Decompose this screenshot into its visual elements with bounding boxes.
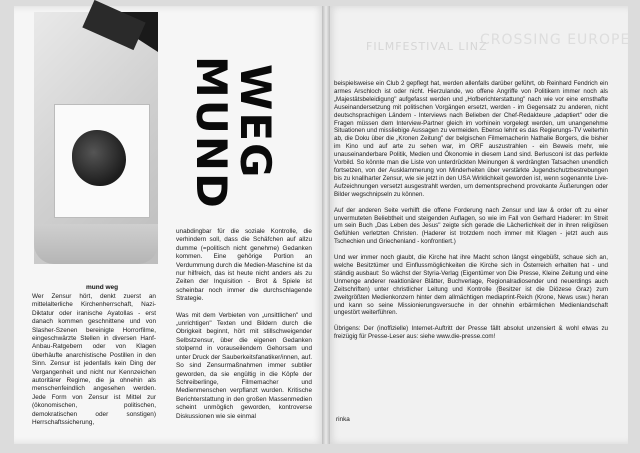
photo-bottom [34, 224, 158, 264]
page-gutter [322, 6, 330, 444]
article-column-1 [32, 293, 156, 436]
article-paragraph: Wer Zensur hört, denkt zuerst an mittelalterliche Kirchenherrschaft, Nazi-Diktatur oder iranische Ayatollas - erst danach kommen geschnittene und von Slasher-Szenen bereinigte Horrorfilme, eingeschwärzte Stellen in diversen Hanf-Anbau-Ratgebern oder von Klagen überhäufte anarchistische Postillen in den Sinn. Zensur ist jedenfalls kein Ding der Vergangenheit und nicht nur Kennzeichen autoritärer Regime, die ja ohnehin als menschenfeindlich angesehen werden. Jede Form von Zensur ist Mittel zur (ökonomischen, politischen, demokratischen oder sonstigen) Herrschaftssicherung, [32, 293, 156, 427]
ink-blot [72, 130, 126, 186]
faint-show-through-subtitle: FILMFESTIVAL LINZ [366, 40, 488, 53]
headline-word-mund: MUND [187, 56, 236, 210]
article-paragraph: unabdingbar für die soziale Kontrolle, die verhindern soll, dass die Schäfchen auf allzu dumme (=politisch nicht genehme) Gedanken kommen. Eine gehörige Portion an Verdummung durch die Medien-Maschine ist da nur hilfreich, das ist heute nicht anders als zu Zeiten der Inquisition - Brot & Spiele ist scheinbar noch immer die durchschlagende Strategie. [176, 228, 312, 303]
faint-show-through-title: CROSSING EUROPE [480, 32, 631, 48]
article-paragraph: Was mit dem Verbieten von „unsittlichen" und „unrichtigen" Texten und Bildern durch die Obrigkeit beginnt, hört mit stillschweigender Selbstzensur, über die eigenen Gedanken stolpernd in vorauseilendem Gehorsam und unter Druck der Sauberkeitsfanatiker/innen, auf. So sind Zensurmaßnahmen immer subtiler geworden, da sie engültig in die Köpfe der Schreiberlinge, Filmemacher und Medienmenschen verpflanzt wurden. Kritische Berichterstattung in den großen Massenmedien scheint unmöglich geworden, kontroverse Diskussionen wie sie einmal [176, 311, 312, 420]
article-paragraph: Auf der anderen Seite verhilft die offene Forderung nach Zensur und law & order oft zu einer unvermuteten Beliebtheit und steigenden Auflagen, so wie im Fall von Gerhard Haderer: Im Streit um sein Buch „Das Leben des Jesus" zeigte sich gerade die Lächerlichkeit der in ihren religiösen Gefühlen verletzten Christen. (Haderer ist trotzdem noch immer mit Klagen - jetzt auch aus Tschechien und Griechenland - konfrontiert.) [334, 206, 608, 246]
taped-note-photo [34, 12, 158, 264]
article-column-3 [334, 80, 608, 349]
headline [188, 56, 284, 210]
article-paragraph: Übrigens: Der (inoffizielle) Internet-Auftritt der Presse fällt absolut unzensiert & wohl etwas zu freizügig für Presse-Leser aus: siehe www.die-presse.com! [334, 325, 608, 341]
article-column-2 [176, 228, 312, 429]
article-paragraph: Und wer immer noch glaubt, die Kirche hat ihre Macht schon längst eingebüßt, schaue sich an, welche Besitztümer und Einflussmöglichkeiten die Kirche sich in Österreich erhalten hat - und ständig ausbaut: So wächst der Styria-Verlag (Eigentümer von Die Presse, Kleine Zeitung und eine Unmenge anderer reaktionärer Blätter, Buchverlage, Regionalradiosender und neuerdings auch Zeitschriften) unter christlicher Leitung und Kontrolle (Besitzer ist die Diözese Graz) zum zweitgrößten Medienkonzern hinter dem allmächtigen mediaprint-Reich (Krone, News usw.) heran und kann so seine Missionierungsversuche in der ohnehin erbärmlichen Medienlandschaft ungestört weiterführen. [334, 254, 608, 317]
photo-caption: mund weg [86, 284, 119, 291]
author-signature: rinka [336, 416, 350, 423]
headline-word-weg: WEG [231, 64, 280, 180]
article-paragraph: beispielsweise ein Club 2 gepflegt hat, werden allenfalls darüber geführt, ob Reinhard Fendrich ein armes Arschloch ist oder nicht. Hierzulande, wo offene Angriffe von Politikern immer noch als „Majestätsbeleidigung" aufgefasst werden und „Hofberichterstattung" nach wie vor eine ernsthafte Auseinandersetzung mit politischen Vorgängen ersetzt, werden - im Gegensatz zu anderen, nicht deutschsprachigen Ländern - Interviews nach Belieben der Chef-Redakteure „adaptiert" oder die Fragen müssen dem Interview-Partner gleich im vorhinein vorgelegt werden, um unangenehme Situationen und missliebige Aussagen zu vermeiden. Ebenso lehnt es das Regierungs-TV weiterhin ab, die Doku über die „Kronen Zeitung" der belgischen Filmemacherin Nathalie Borgers, die bisher im Kino und auf arte zu sehen war, im ORF auszustrahlen - ein Beweis mehr, wie unauseinanderbare Politik, Medien und Ökonomie in diesem Land sind. Berlusconi ist das perfekte Vorbild. So könnte man die Liste von unterdrückten Meinungen & verdrängten Tatsachen unendlich fortsetzen, von der Ausklammerung von Minderheiten über verstärkte Jugendschutzbestrebungen bis zu knallharter Zensur, wie sie jetzt in den USA Wirklichkeit geworden ist, wenn sogenannte Live-Aufzeichnungen versetzt ausgestrahlt werden, um dementsprechend provokante Äußerungen oder Bilder wegschnipseln zu können. [334, 80, 608, 198]
